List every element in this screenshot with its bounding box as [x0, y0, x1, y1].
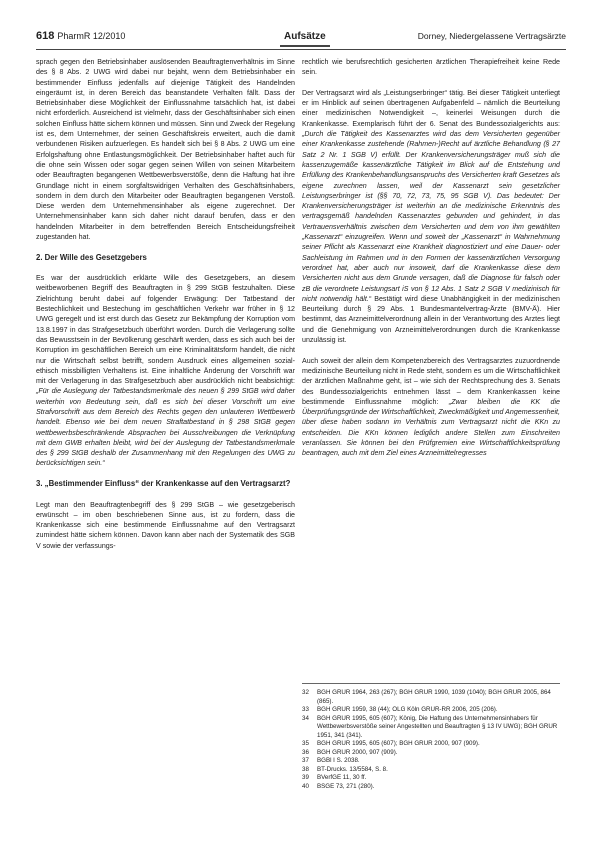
footnote-number: 40 — [302, 782, 309, 790]
footnote-number: 36 — [302, 748, 309, 756]
paragraph: sprach gegen den Betriebsinhaber auslösenden Beauftragtenverhältnis im Sinne des § 8 Abs. 2 UWG wird dabei nur bejaht, wenn dem Betriebsinhaber ein bestimmender Einfluss jedenfalls auf diejenige Tätigkeit des Handelnden eingeräumt ist, in deren Bereich das beanstandete Verhalten fällt. Dass der Betriebsinhaber diese Möglichkeit der Einflussnahme tatsächlich hat, ist dabei nicht erforderlich. Ausreichend ist vielmehr, dass der Geschäftsinhaber sich einen solchen Einfluss hätte sichern können und müssen. Sinn und Zweck der Regelung ist es, dem Unternehmer, der seinen Geschäftskreis erweitert, auch die damit verbundenen Risiken aufzuerlegen. Es handelt sich bei § 8 Abs. 2 UWG um eine Erfolgshaftung ohne Entlastungsmöglichkeit. Der Betriebsinhaber haftet auch für die ohne sein Wissen oder sogar gegen seinen Willen von seinen Mitarbeitern oder Beauftragten begangenen Wettbewerbsverstöße, denn die Haftung hat ihre Grundlage nicht in einem sorgfaltswidrigen Verhalten des Geschäftsinhabers, sondern in dem durch den Mitarbeiter oder Beauftragten begangenen Verstoß. Diese werden dem Unternehmensinhaber als eigene zugerechnet. Der Unternehmensinhaber kann sich daher nicht darauf berufen, dass er den handelnden Mitarbeiter in dem betreffenden Bereich Entscheidungsfreiheit zugestanden hat. — [36, 58, 295, 242]
quotation: „Durch die Tätigkeit des Kassenarztes wird das dem Versicherten gegenüber einer Krankenkasse zustehende (Rahmen-)Recht auf ärztliche Behandlung (§ 27 Satz 2 Nr. 1 SGB V) erfüllt. Der Krankenversicherungsträger muß sich die kassenzugemäße kassenärztliche Tätigkeit im Blick auf die Entstehung und Erfüllung des Krankenbehandlungsanspruchs des Versicherten kraft Gesetzes als eigene zurechnen lassen, weil der Kassenarzt sein gesetzlicher Leistungserbringer ist (§§ 70, 72, 73, 75, 95 SGB V). Das bedeutet: Der Krankenversicherungsträger ist weiterhin an die medizinische Erkenntnis des vertragsgemäß handelnden Kassenarztes gebunden und gehindert, in das Vertrauensverhältnis zwischen dem Versicherten und dem von ihm gewählten „Kassenarzt“ einzugreifen. Wenn und soweit der „Kassenarzt“ in Wahrnehmung seiner Pflicht als Kassenarzt eine Krankheit diagnostiziert und eine Dauer- oder Sachleistung im Rahmen und in den Formen der kassenärztlichen Versorgung verordnet hat, aber auch nur insoweit, darf die Krankenkasse diese dem Versicherten nicht aus dem Grunde versagen, daß die Diagnose für falsch oder zB die verordnete Leistungsart iS von § 12 Abs. 1 Satz 2 SGB V medizinisch für nicht notwendig hält.“ — [302, 130, 560, 303]
left-column — [36, 57, 295, 561]
footnote — [302, 749, 560, 758]
paragraph-text: Bestätigt wird diese Unabhängigkeit in der medizinischen Beurteilung durch § 29 Abs. 1 Bundesmantelvertrag-Ärzte (BMV-Ä). Hier bestimmt, das Arzneimittelverordnung allein in der Verantwortung des Arztes liegt und die Genehmigung von Arzneimittelverordnungen durch die Krankenkasse unzulässig ist. — [302, 294, 560, 345]
footnote-text: BT-Drucks. 13/5584, S. 8. — [317, 765, 388, 773]
footnote-text: BGH GRUR 1995, 605 (607); BGH GRUR 2000, 907 (909). — [317, 740, 480, 747]
paragraph — [302, 88, 560, 345]
header-left — [36, 30, 125, 42]
footnote-text: BGH GRUR 1959, 38 (44); OLG Köln GRUR-RR 2006, 205 (206). — [317, 706, 498, 713]
page-number: 618 — [36, 30, 55, 42]
footnote — [302, 706, 560, 715]
running-title: Dorney, Niedergelassene Vertragsärzte — [417, 31, 566, 41]
footnote-number: 39 — [302, 774, 309, 781]
footnote — [302, 774, 560, 783]
footnote-text: BGH GRUR 2000, 907 (909). — [317, 748, 398, 756]
right-column — [302, 57, 560, 469]
footnote — [302, 783, 560, 792]
footnote-number: 32 — [302, 689, 309, 696]
footnote — [302, 689, 560, 706]
footnote — [302, 715, 560, 741]
footnote-text: BSGE 73, 271 (280). — [317, 782, 375, 790]
footnote-text: BVerfGE 11, 30 ff. — [317, 774, 367, 781]
page-header — [36, 27, 566, 50]
footnote-number: 34 — [302, 714, 309, 722]
paragraph-text: Der Vertragsarzt wird als „Leistungserbringer“ tätig. Bei dieser Tätigkeit unterliegt er im Hinblick auf seinen übertragenen Aufgabenfeld – nämlich die Beurteilung einer medizinischen Notwendigkeit –, keinerlei Weisungen durch die Krankenkasse. Exemplarisch führt der 6. Senat des Bundessozialgerichts aus: — [302, 88, 560, 128]
footnote-text: BGBl I S. 2038. — [317, 757, 360, 764]
footnote-text: BGH GRUR 1964, 263 (267); BGH GRUR 1990, 1039 (1040); BGH GRUR 2005, 864 (865). — [317, 689, 551, 705]
quotation: „Zwar bleiben die KK die Überprüfungsgründe der Wirtschaftlichkeit, Zweckmäßigkeit und Angemessenheit, über diese haben sodann im Verhältnis zum Vertragsarzt nicht die KKn zu entscheiden. Die KKn können lediglich andere Stellen zum Einschreiten veranlassen. Sie können bei den Prüfgremien eine Wirtschaftlichkeitsprüfung beantragen, auch mit dem Ziel eines Arzneimittelregresses — [302, 397, 560, 458]
footnote-text: BGH GRUR 1995, 605 (607); König, Die Haftung des Unternehmensinhabers für Wettbewerbsverstöße seiner Angestellten und Beauftragten § 13 IV UWG); BGH GRUR 1951, 341 (341). — [317, 714, 558, 739]
footnote-number: 37 — [302, 757, 309, 764]
section-title: Aufsätze — [284, 31, 326, 42]
paragraph: rechtlich wie berufsrechtlich gesicherten ärztlichen Therapiefreiheit keine Rede sein. — [302, 58, 560, 77]
journal-issue: PharmR 12/2010 — [57, 31, 126, 41]
footnote — [302, 740, 560, 749]
paragraph-text: Es war der ausdrücklich erklärte Wille des Gesetzgebers, an diesem weitbeworbenen Begriff des Beauftragten in § 299 StGB festzuhalten. Diese Zielrichtung beruht dabei auf folgender Erwägung: Der Tatbestand der Bestechlichkeit und Bestechung im geschäftlichen Verkehr war früher in § 12 UWG geregelt und ist erst durch das Gesetz zur Bekämpfung der Korruption vom 13.8.1997 in das Strafgesetzbuch überführt worden. Durch die Verlagerung sollte das Bewusstsein in der Bevölkerung geschärft werden, dass es sich auch bei der Korruption im geschäftlichen Bereich um eine Kriminalitätsform handelt, die nicht nur die Wirtschaft selbst betrifft, sondern Ausdruck eines allgemeinen sozial-ethisch missbilligten Verhaltens ist. Eine inhaltliche Änderung der Vorschrift war mit der Verlagerung in das Strafgesetzbuch aber ausdrücklich nicht beabsichtigt: — [36, 274, 295, 386]
paragraph — [302, 356, 560, 459]
paragraph: Legt man den Beauftragtenbegriff des § 299 StGB – wie gesetzgeberisch erwünscht – im oben beschriebenen Sinne aus, ist zu fordern, dass die Krankenkasse sich eine bestimmende Einflussnahme auf den Vertragsarzt zumindest hätte sichern können. Davon kann aber nach der Systematik des SGB V sowie der verfassungs- — [36, 500, 295, 550]
footnote-number: 38 — [302, 765, 309, 773]
section-heading: 2. Der Wille des Gesetzgebers — [36, 252, 147, 262]
paragraph-text: Auch soweit der allein dem Kompetenzbereich des Vertragsarztes zuzuordnende medizinische Beurteilung nicht in Rede steht, sondern es um die Wirtschaftlichkeit der ärztlichen Maßnahme geht, ist – wie sich der Rechtsprechung des 3. Senats des Bundessozialgerichts entnehmen lässt – dem Krankenkassen keine bestimmende Einflussnahme möglich: — [302, 356, 560, 406]
footnote-number: 33 — [302, 706, 309, 713]
paragraph — [36, 273, 295, 469]
footnote — [302, 766, 560, 775]
quotation: „Für die Auslegung der Tatbestandsmerkmale des neuen § 299 StGB wird daher weiterhin von Bedeutung sein, daß es sich bei dieser Vorschrift um eine Strafvorschrift aus dem Bereich des Rechts gegen den unlauteren Wettbewerb handelt. Ebenso wie bei dem neuen Straftatbestand in § 298 StGB gegen wettbewerbsbeschränkende Absprachen bei Ausschreibungen die Verknüpfung mit dem GWB erhalten bleibt, wird bei der Auslegung der Tatbestandsmerkmale des § 299 StGB deshalb der Zusammenhang mit den Regelungen des UWG zu berücksichtigen sein.“ — [36, 387, 295, 468]
footnotes — [302, 683, 560, 791]
footnote-number: 35 — [302, 740, 309, 747]
section-heading: 3. „Bestimmender Einfluss“ der Krankenkasse auf den Vertragsarzt? — [36, 479, 291, 489]
footnote — [302, 757, 560, 766]
